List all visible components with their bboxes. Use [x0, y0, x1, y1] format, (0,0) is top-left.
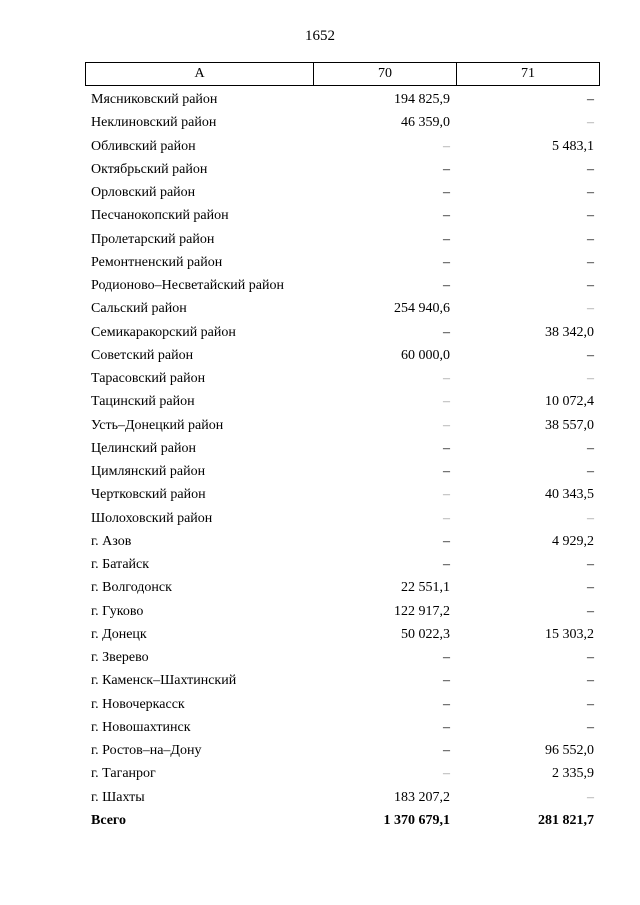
row-value-71: –	[587, 301, 594, 317]
table-row	[85, 344, 600, 367]
table-row	[85, 762, 600, 785]
table-body	[85, 88, 600, 832]
row-name: Тацинский район	[91, 394, 195, 410]
table-row	[85, 530, 600, 553]
row-value-70: –	[443, 487, 450, 503]
row-value-71: –	[587, 603, 594, 619]
row-value-70: –	[443, 696, 450, 712]
table-row	[85, 623, 600, 646]
row-value-70: –	[443, 557, 450, 572]
row-name: г. Ростов–на–Дону	[91, 743, 202, 758]
row-value-71: –	[587, 580, 594, 596]
table-header	[85, 62, 600, 86]
table-row	[85, 600, 600, 623]
row-name: г. Шахты	[91, 789, 145, 805]
total-label: Всего	[91, 812, 126, 828]
table-row	[85, 460, 600, 483]
table-row	[85, 483, 600, 506]
row-value-70: –	[443, 324, 450, 340]
row-value-70: –	[443, 673, 450, 689]
row-name: г. Донецк	[91, 626, 147, 642]
row-name: Целинский район	[91, 440, 196, 456]
table-row	[85, 646, 600, 669]
row-name: Цимлянский район	[91, 464, 206, 479]
row-name: Сальский район	[91, 301, 187, 317]
table-row	[85, 135, 600, 158]
row-value-71: –	[587, 789, 594, 805]
row-name: г. Таганрог	[91, 766, 156, 782]
table-row	[85, 181, 600, 204]
table-row	[85, 88, 600, 111]
row-value-71: 96 552,0	[545, 743, 594, 758]
row-name: Песчанокопский район	[91, 208, 229, 224]
row-name: г. Новошахтинск	[91, 719, 191, 735]
table-row	[85, 390, 600, 413]
row-value-71: –	[587, 347, 594, 363]
total-row	[85, 809, 600, 832]
row-name: Советский район	[91, 347, 194, 363]
row-name: Чертковский район	[91, 487, 206, 503]
row-name: г. Каменск–Шахтинский	[91, 673, 237, 689]
row-value-71: –	[587, 115, 594, 131]
row-value-71: –	[587, 185, 594, 200]
row-value-71: 38 342,0	[545, 324, 594, 340]
row-value-70: 22 551,1	[401, 580, 450, 596]
row-value-70: –	[443, 278, 450, 293]
table-row	[85, 576, 600, 599]
total-value-70: 1 370 679,1	[383, 812, 450, 828]
table-row	[85, 739, 600, 762]
table-row	[85, 553, 600, 576]
row-name: г. Гуково	[91, 603, 144, 619]
row-value-71: 4 929,2	[552, 533, 594, 549]
table-row	[85, 228, 600, 251]
row-value-70: –	[443, 650, 450, 665]
row-value-71: –	[587, 161, 594, 177]
row-value-71: 38 557,0	[545, 417, 594, 433]
row-name: Семикаракорский район	[91, 324, 236, 340]
row-name: Неклиновский район	[91, 115, 217, 131]
row-value-70: –	[443, 138, 450, 154]
row-name: Тарасовский район	[91, 371, 206, 386]
row-value-71: –	[587, 650, 594, 665]
total-value-71: 281 821,7	[538, 812, 594, 828]
row-value-70: –	[443, 394, 450, 410]
table-row	[85, 716, 600, 739]
row-value-70: 194 825,9	[394, 92, 450, 107]
header-col-71: 71	[521, 66, 535, 81]
row-name: г. Новочеркасск	[91, 696, 185, 712]
row-name: г. Зверево	[91, 650, 149, 665]
row-value-70: –	[443, 766, 450, 782]
row-name: г. Батайск	[91, 557, 150, 572]
row-value-71: –	[587, 92, 594, 107]
table-row	[85, 111, 600, 134]
row-value-71: –	[587, 719, 594, 735]
row-value-70: –	[443, 161, 450, 177]
row-name: Октябрьский район	[91, 161, 208, 177]
row-name: г. Волгодонск	[91, 580, 172, 596]
table-row	[85, 786, 600, 809]
table-row	[85, 693, 600, 716]
table-row	[85, 321, 600, 344]
row-value-71: 2 335,9	[552, 766, 594, 782]
row-value-71: –	[587, 208, 594, 224]
table-row	[85, 204, 600, 227]
table-row	[85, 414, 600, 437]
row-value-70: –	[443, 719, 450, 735]
row-value-71: –	[587, 440, 594, 456]
row-value-71: –	[587, 673, 594, 689]
table-row	[85, 437, 600, 460]
table-row	[85, 669, 600, 692]
row-value-71: 5 483,1	[552, 138, 594, 154]
row-name: г. Азов	[91, 533, 132, 549]
row-name: Мясниковский район	[91, 92, 218, 107]
header-col-70: 70	[314, 63, 457, 85]
page-number: 1652	[305, 28, 335, 44]
row-value-70: –	[443, 464, 450, 479]
row-value-70: –	[443, 254, 450, 270]
table-row	[85, 297, 600, 320]
table-row	[85, 367, 600, 390]
table-row	[85, 274, 600, 297]
row-value-70: –	[443, 371, 450, 386]
row-value-70: –	[443, 208, 450, 224]
row-name: Пролетарский район	[91, 231, 215, 247]
row-value-71: 10 072,4	[545, 394, 594, 410]
row-value-70: 50 022,3	[401, 626, 450, 642]
row-value-71: –	[587, 464, 594, 479]
row-value-71: 15 303,2	[545, 626, 594, 642]
row-value-70: –	[443, 743, 450, 758]
row-value-70: –	[443, 510, 450, 526]
row-value-71: –	[587, 371, 594, 386]
row-name: Шолоховский район	[91, 510, 213, 526]
row-value-70: 122 917,2	[394, 603, 450, 619]
header-col-a: А	[86, 63, 314, 85]
row-name: Обливский район	[91, 138, 196, 154]
row-value-71: –	[587, 510, 594, 526]
row-value-70: 46 359,0	[401, 115, 450, 131]
row-value-71: –	[587, 557, 594, 572]
table-row	[85, 158, 600, 181]
row-value-70: –	[443, 417, 450, 433]
table-row	[85, 251, 600, 274]
row-value-71: 40 343,5	[545, 487, 594, 503]
row-value-70: –	[443, 533, 450, 549]
row-value-71: –	[587, 231, 594, 247]
row-name: Родионово–Несветайский район	[91, 278, 284, 293]
row-name: Ремонтненский район	[91, 254, 223, 270]
row-name: Усть–Донецкий район	[91, 417, 224, 433]
row-value-70: 183 207,2	[394, 789, 450, 805]
row-name: Орловский район	[91, 185, 196, 200]
row-value-71: –	[587, 278, 594, 293]
row-value-70: –	[443, 440, 450, 456]
row-value-70: 254 940,6	[394, 301, 450, 317]
row-value-70: –	[443, 231, 450, 247]
row-value-71: –	[587, 254, 594, 270]
table-row	[85, 507, 600, 530]
row-value-70: –	[443, 185, 450, 200]
row-value-71: –	[587, 696, 594, 712]
row-value-70: 60 000,0	[401, 347, 450, 363]
